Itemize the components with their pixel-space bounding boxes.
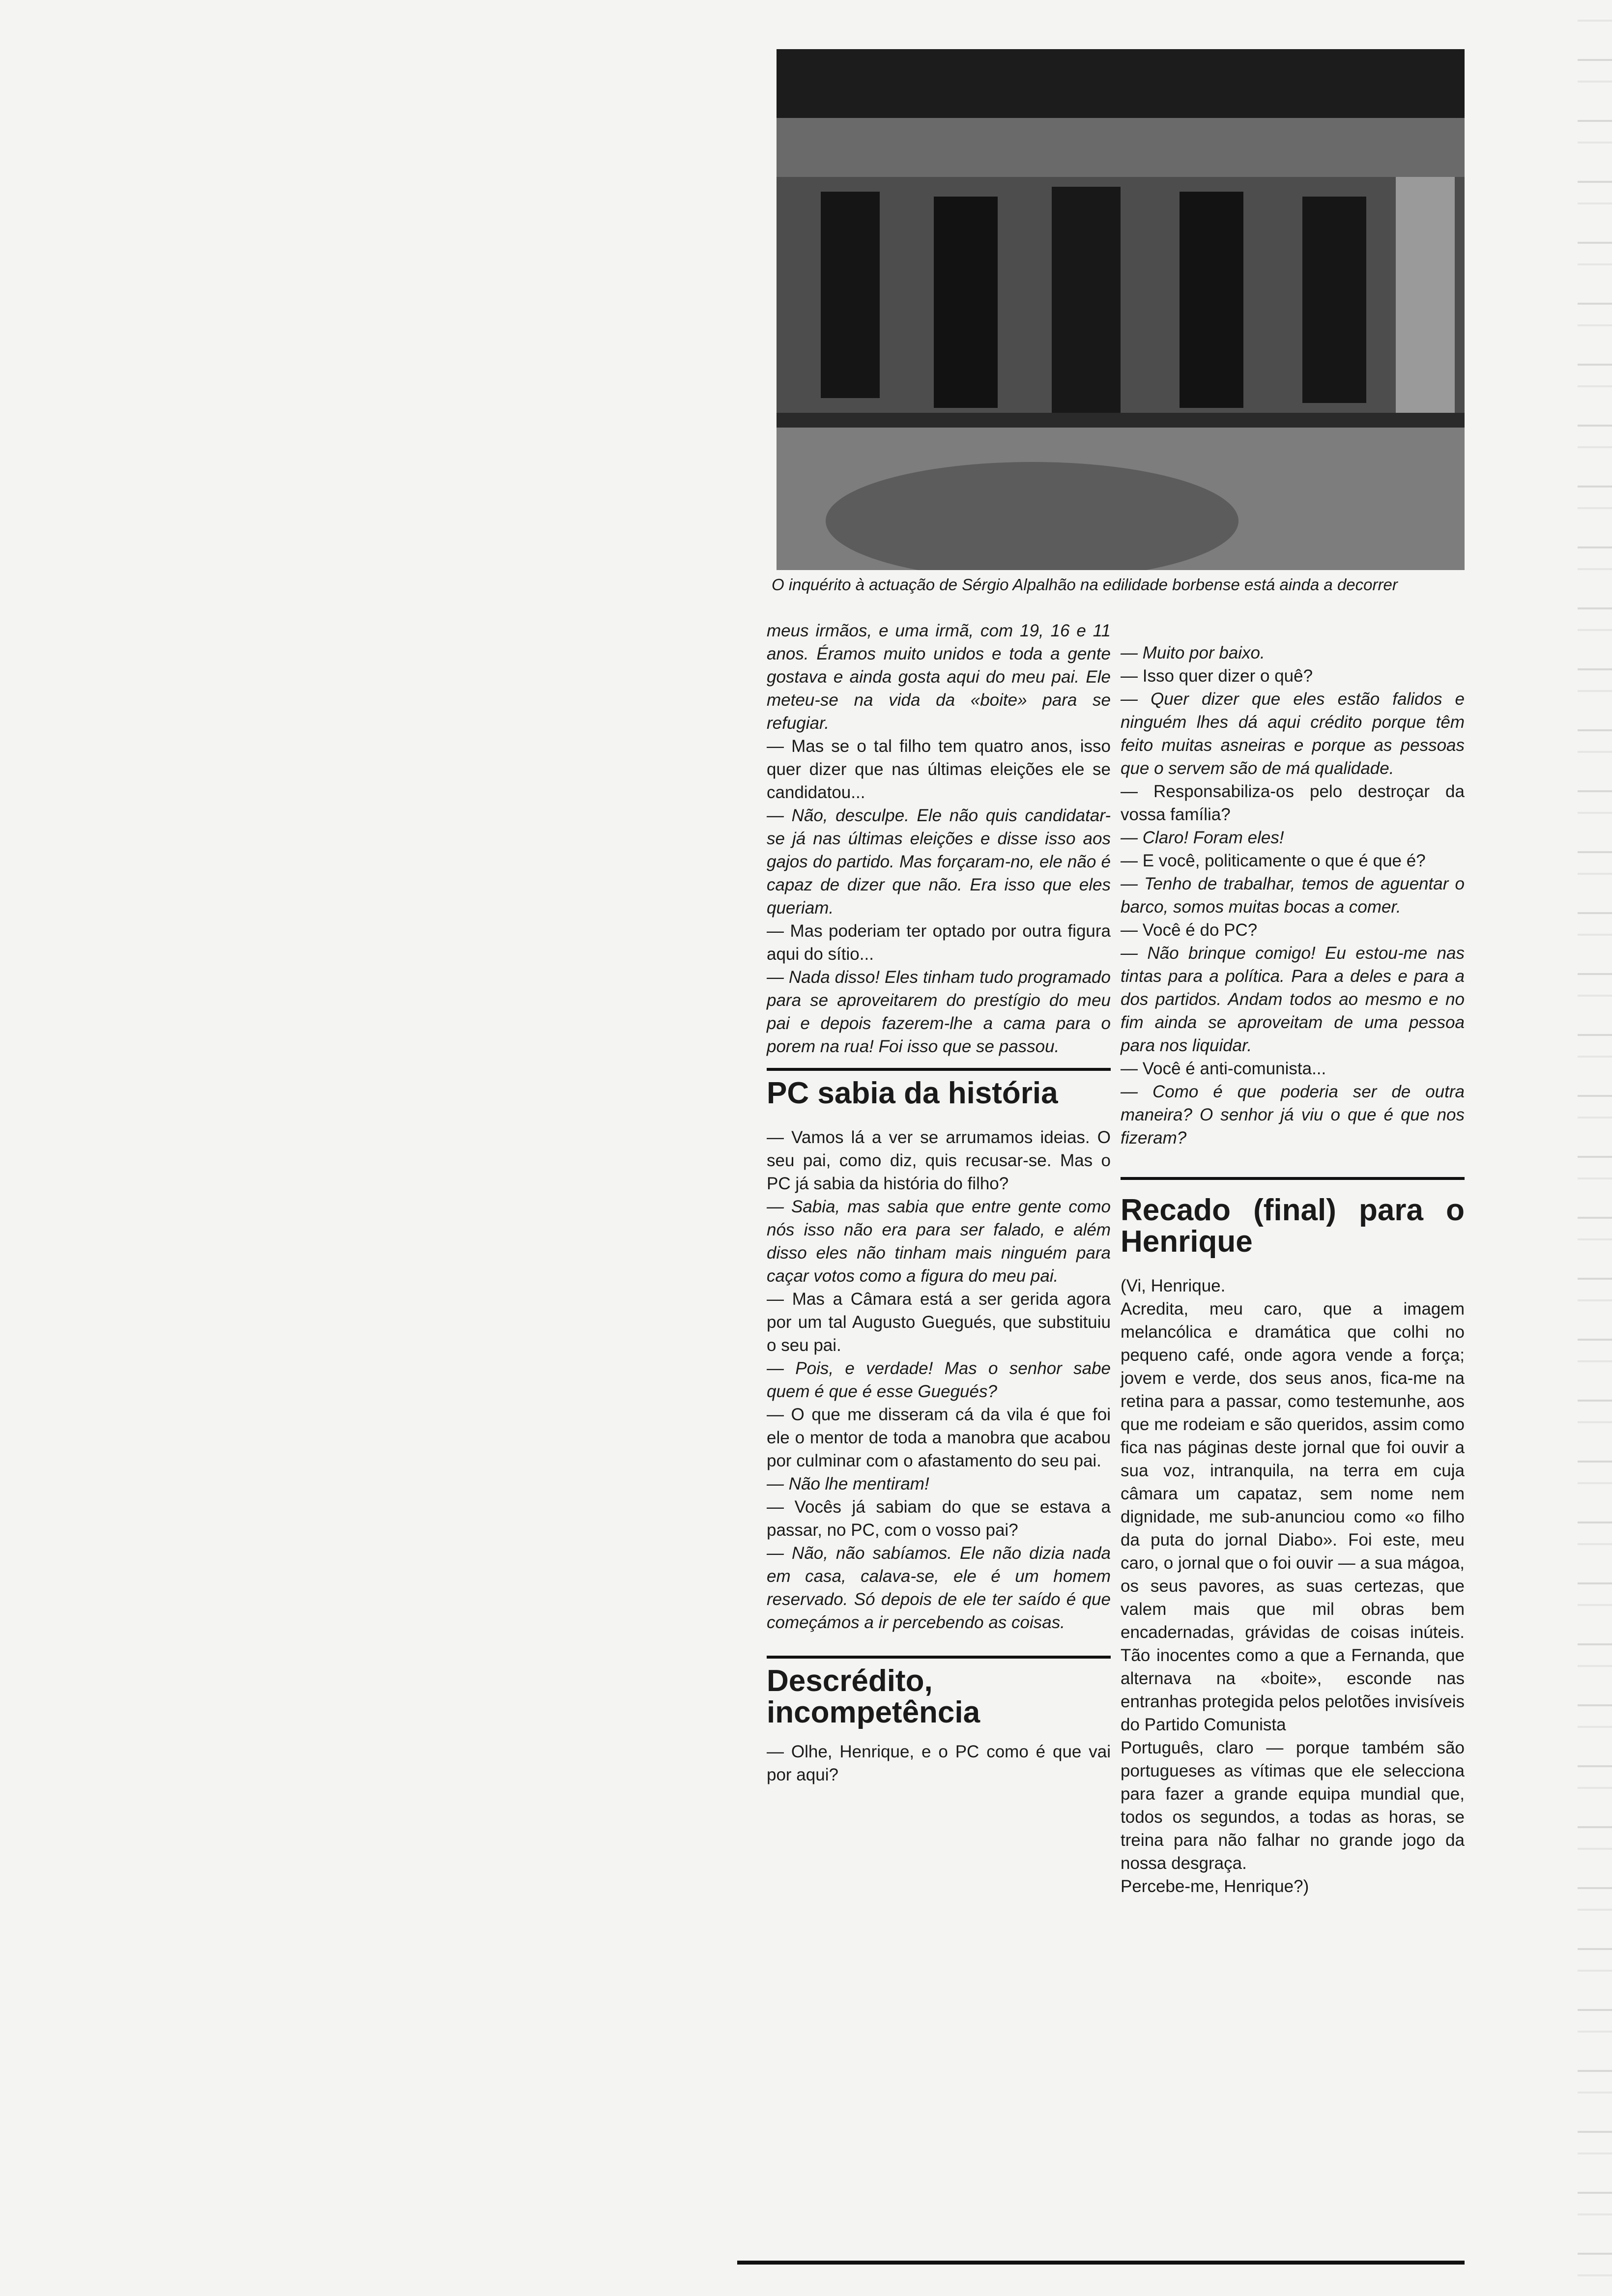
- paragraph: meus irmãos, e uma irmã, com 19, 16 e 11 anos. Éramos muito unidos e toda a gente gostava e ainda gosta aqui do meu pai. Ele meteu-se na vida da «boite» para se refugiar.: [767, 621, 1111, 733]
- paragraph: — Não brinque comigo! Eu estou-me nas tintas para a política. Para a deles e para a dos partidos. Andam todos ao mesmo e no fim ainda se aproveitam de uma pessoa para nos liquidar.: [1121, 944, 1465, 1055]
- paragraph: — O que me disseram cá da vila é que foi ele o mentor de toda a manobra que acabou por culminar com o afastamento do seu pai.: [767, 1405, 1111, 1470]
- paragraph: — Como é que poderia ser de outra maneira? O senhor já viu o que é que nos fizeram?: [1121, 1082, 1465, 1148]
- paragraph: Português, claro — porque também são portugueses as vítimas que ele selecciona para fazer a grande equipa mundial que, todos os segundos, a todas as horas, se treina para não falhar no grande jogo da nossa desgraça.: [1121, 1738, 1465, 1873]
- newspaper-clipping: [737, 29, 1465, 2270]
- subheading-descredito: Descrédito, incompetência: [767, 1664, 980, 1729]
- building-photo: [777, 49, 1465, 570]
- paragraph: — Vocês já sabiam do que se estava a passar, no PC, com o vosso pai?: [767, 1497, 1111, 1540]
- paragraph: — Muito por baixo.: [1121, 643, 1265, 662]
- bottom-rule: [737, 2261, 1465, 2265]
- paragraph: — Pois, e verdade! Mas o senhor sabe quem é que é esse Guegués?: [767, 1359, 1111, 1401]
- scan-edge-noise: [1578, 0, 1612, 2296]
- subheading-recado-final: Recado (final) para o Henrique: [1121, 1193, 1465, 1259]
- building-photo-graphic: [777, 49, 1465, 570]
- paragraph: — E você, politicamente o que é que é?: [1121, 851, 1426, 870]
- paragraph: (Vi, Henrique.: [1121, 1276, 1226, 1295]
- paragraph: — Não lhe mentiram!: [767, 1474, 929, 1493]
- photo-caption: O inquérito à actuação de Sérgio Alpalhão na edilidade borbense está ainda a decorrer: [772, 575, 1398, 594]
- paragraph: — Nada disso! Eles tinham tudo programado para se aproveitarem do prestígio do meu pai e depois fazerem-lhe a cama para o porem na rua! Foi isso que se passou.: [767, 968, 1111, 1056]
- paragraph: Acredita, meu caro, que a imagem melancólica e dramática que colhi no pequeno café, onde agora vende a força; jovem e verde, dos seus anos, fica-me na retina para a passar, como testemunhe, aos que me rodeiam e são queridos, assim como fica nas páginas deste jornal que foi ouvir a sua voz, intranquila, na terra em cuja câmara um capataz, sem nome nem dignidade, me sub-anunciou como «o filho da puta do jornal Diabo». Foi este, meu caro, o jornal que o foi ouvir — a sua mágoa, os seus pavores, as suas certezas, que valem mais que mil obras bem encadernadas, grávidas de coisas inúteis. Tão inocentes como a que a Fernanda, que alternava na «boite», esconde nas entranhas protegida pelos pelotões invisíveis do Partido Comunista: [1121, 1299, 1465, 1734]
- paragraph: — Olhe, Henrique, e o PC como é que vai por aqui?: [767, 1742, 1111, 1784]
- paragraph: — Quer dizer que eles estão falidos e ninguém lhes dá aqui crédito porque têm feito muitas asneiras e porque as pessoas que o servem são de má qualidade.: [1121, 689, 1465, 778]
- section-divider: [1121, 1177, 1465, 1180]
- paragraph: — Claro! Foram eles!: [1121, 828, 1284, 847]
- paragraph: — Tenho de trabalhar, temos de aguentar o barco, somos muitas bocas a comer.: [1121, 874, 1465, 917]
- left-column: [767, 619, 1111, 1786]
- section-divider: [767, 1068, 1111, 1071]
- paragraph: — Não, não sabíamos. Ele não dizia nada em casa, calava-se, ele é um homem reservado. Só depois de ele ter saído é que começámos a ir percebendo as coisas.: [767, 1544, 1111, 1632]
- paragraph: — Você é anti-comunista...: [1121, 1059, 1326, 1078]
- paragraph: — Vamos lá a ver se arrumamos ideias. O seu pai, como diz, quis recusar-se. Mas o PC já sabia da história do filho?: [767, 1128, 1111, 1193]
- paragraph: — Não, desculpe. Ele não quis candidatar-se já nas últimas eleições e disse isso aos gajos do partido. Mas forçaram-no, ele não é capaz de dizer que não. Era isso que eles queriam.: [767, 806, 1111, 918]
- section-divider: [767, 1656, 1111, 1659]
- right-column: [1121, 641, 1465, 1898]
- paragraph: — Sabia, mas sabia que entre gente como nós isso não era para ser falado, e além disso eles não tinham mais ninguém para caçar votos como a figura do meu pai.: [767, 1197, 1111, 1286]
- paragraph: — Mas se o tal filho tem quatro anos, isso quer dizer que nas últimas eleições ele se candidatou...: [767, 737, 1111, 802]
- subheading-pc-sabia: PC sabia da história: [767, 1076, 1058, 1110]
- paragraph: — Mas a Câmara está a ser gerida agora por um tal Augusto Guegués, que substituiu o seu pai.: [767, 1290, 1111, 1355]
- paragraph: — Mas poderiam ter optado por outra figura aqui do sítio...: [767, 921, 1111, 964]
- paragraph: Percebe-me, Henrique?): [1121, 1877, 1309, 1896]
- paragraph: — Você é do PC?: [1121, 920, 1258, 940]
- paragraph: — Isso quer dizer o quê?: [1121, 666, 1313, 686]
- paragraph: — Responsabiliza-os pelo destroçar da vossa família?: [1121, 782, 1465, 824]
